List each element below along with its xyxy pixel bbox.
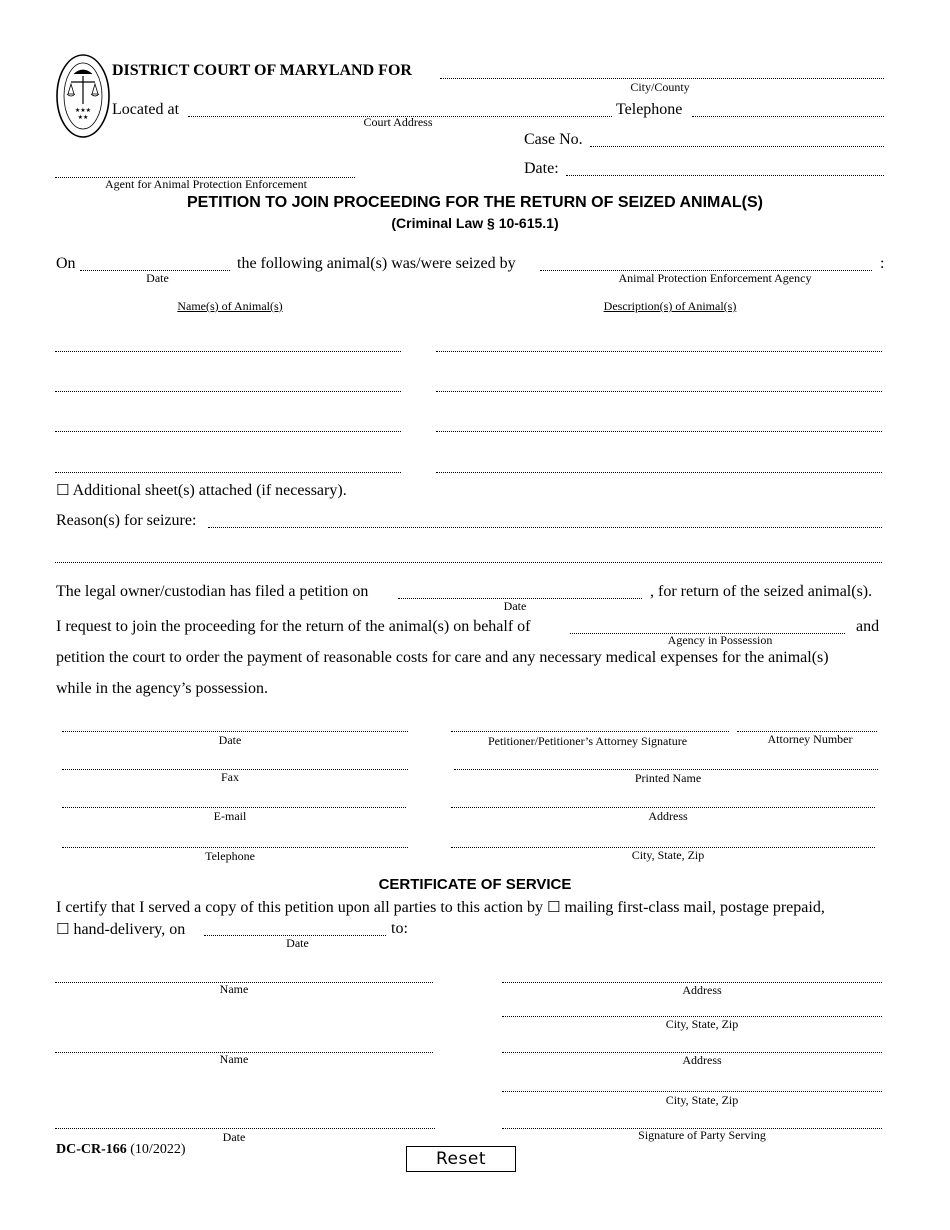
service-signature-date-field[interactable]	[55, 1128, 435, 1129]
service-signature-date-caption: Date	[222, 1130, 246, 1144]
party-address-caption-1: Address	[682, 983, 722, 997]
seized-by-text: the following animal(s) was/were seized by	[237, 255, 516, 272]
petitioner-signature-caption: Petitioner/Petitioner’s Attorney Signature	[487, 734, 688, 748]
animal-description-field-1[interactable]	[436, 351, 882, 352]
names-heading: Name(s) of Animal(s)	[177, 299, 283, 313]
svg-text:★★★: ★★★	[74, 107, 92, 114]
located-at-label: Located at	[112, 101, 180, 118]
attorney-number-caption: Attorney Number	[767, 732, 853, 746]
additional-sheets-checkbox[interactable]: ☐	[56, 481, 70, 499]
party-city-state-zip-caption-2: City, State, Zip	[665, 1093, 739, 1107]
form-title: PETITION TO JOIN PROCEEDING FOR THE RETURN OF SEIZED ANIMAL(S)	[186, 194, 764, 211]
city-county-caption: City/County	[630, 80, 690, 94]
request-text-b: and	[856, 618, 880, 635]
certificate-heading: CERTIFICATE OF SERVICE	[378, 876, 572, 893]
party-serving-signature-caption: Signature of Party Serving	[638, 1128, 766, 1142]
reason-field-1[interactable]	[208, 527, 882, 528]
owner-petition-text-a: The legal owner/custodian has filed a petition on	[56, 583, 369, 600]
certificate-line2-a: hand-delivery, on	[73, 921, 186, 938]
form-revision-date: (10/2022)	[130, 1142, 186, 1157]
address-caption: Address	[648, 809, 688, 823]
address-field[interactable]	[451, 807, 875, 808]
request-text-a: I request to join the proceeding for the return of the animal(s) on behalf of	[56, 618, 531, 635]
animal-name-field-4[interactable]	[55, 472, 401, 473]
reset-button[interactable]: Reset	[406, 1146, 516, 1172]
request-line-3: while in the agency’s possession.	[56, 680, 268, 697]
on-label: On	[56, 255, 76, 272]
email-field[interactable]	[62, 807, 406, 808]
court-address-caption: Court Address	[363, 115, 433, 129]
city-county-field[interactable]	[440, 78, 884, 79]
printed-name-field[interactable]	[454, 769, 878, 770]
party-name-caption-1: Name	[219, 982, 249, 996]
header-date-field[interactable]	[566, 175, 884, 176]
additional-sheets-label: Additional sheet(s) attached (if necessary).	[72, 482, 347, 499]
agent-caption: Agent for Animal Protection Enforcement	[105, 177, 307, 191]
signature-date-field[interactable]	[62, 731, 408, 732]
date-label: Date:	[524, 160, 559, 177]
animal-name-field-1[interactable]	[55, 351, 401, 352]
city-state-zip-caption: City, State, Zip	[631, 848, 705, 862]
certificate-line1-a: I certify that I served a copy of this petition upon all parties to this action by	[56, 899, 543, 916]
telephone-label: Telephone	[616, 101, 683, 118]
hand-delivery-checkbox[interactable]: ☐	[56, 920, 70, 938]
court-title: DISTRICT COURT OF MARYLAND FOR	[112, 62, 412, 79]
certificate-line1-b: mailing first-class mail, postage prepaid,	[564, 899, 825, 916]
email-caption: E-mail	[213, 809, 247, 823]
certificate-line2-b: to:	[391, 920, 408, 937]
petitioner-signature-field[interactable]	[451, 731, 729, 732]
party-city-state-zip-caption-1: City, State, Zip	[665, 1017, 739, 1031]
seizure-date-caption: Date	[146, 271, 169, 285]
case-no-label: Case No.	[524, 131, 583, 148]
fax-caption: Fax	[221, 770, 239, 784]
colon-mark: :	[880, 255, 885, 272]
court-seal-logo	[56, 54, 110, 138]
mail-checkbox[interactable]: ☐	[546, 898, 561, 916]
animal-description-field-3[interactable]	[436, 431, 882, 432]
court-telephone-field[interactable]	[692, 116, 884, 117]
agency-possession-caption: Agency in Possession	[667, 633, 773, 647]
service-date-caption: Date	[286, 936, 309, 950]
reason-label: Reason(s) for seizure:	[56, 512, 197, 529]
form-number: DC-CR-166	[56, 1142, 127, 1157]
animal-name-field-2[interactable]	[55, 391, 401, 392]
printed-name-caption: Printed Name	[634, 771, 702, 785]
case-no-field[interactable]	[590, 146, 884, 147]
request-line-2: petition the court to order the payment of reasonable costs for care and any necessary medical expenses for the animal(s)	[56, 649, 829, 666]
party-city-state-zip-field-2[interactable]	[502, 1091, 882, 1092]
signature-date-caption: Date	[218, 733, 242, 747]
party-name-caption-2: Name	[219, 1052, 249, 1066]
reason-field-2[interactable]	[55, 562, 882, 563]
seizing-agency-caption: Animal Protection Enforcement Agency	[618, 271, 812, 285]
animal-name-field-3[interactable]	[55, 431, 401, 432]
telephone-field[interactable]	[62, 847, 408, 848]
svg-text:★★: ★★	[77, 114, 89, 121]
descriptions-heading: Description(s) of Animal(s)	[603, 299, 737, 313]
form-subtitle: (Criminal Law § 10-615.1)	[391, 215, 559, 231]
owner-petition-date-caption: Date	[503, 599, 527, 613]
party-address-caption-2: Address	[682, 1053, 722, 1067]
animal-description-field-2[interactable]	[436, 391, 882, 392]
telephone-caption: Telephone	[205, 849, 255, 863]
animal-description-field-4[interactable]	[436, 472, 882, 473]
owner-petition-text-b: , for return of the seized animal(s).	[650, 583, 873, 600]
